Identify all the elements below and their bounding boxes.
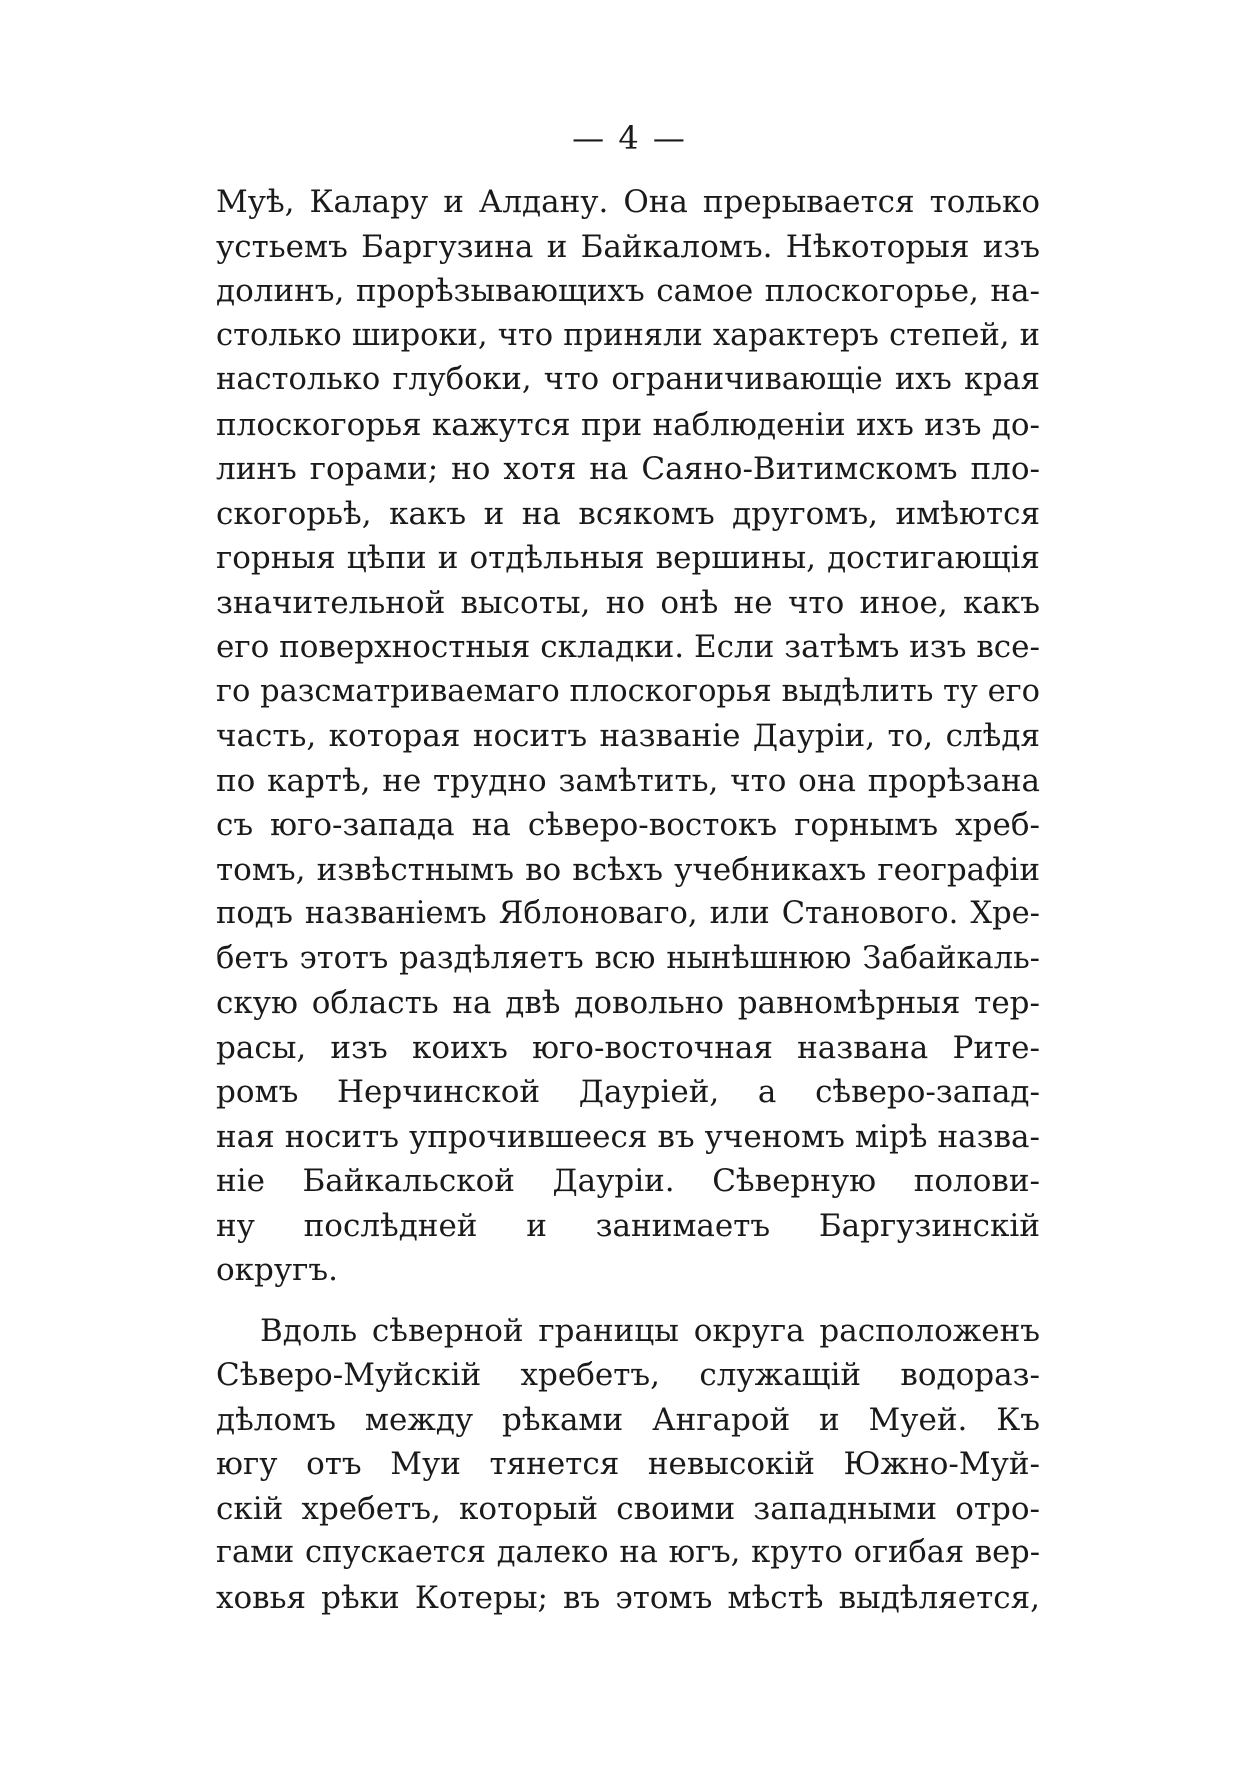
text-line: подъ названіемъ Яблоноваго, или Станового. Хре- — [216, 896, 1040, 931]
text-line: ну послѣдней и занимаетъ Баргузинскій — [216, 1207, 1040, 1244]
text-line: скогорьѣ, какъ и на всякомъ другомъ, имѣются — [216, 495, 1040, 532]
text-line: го разсматриваемаго плоскогорья выдѣлить ту его — [216, 673, 1040, 709]
text-line: горныя цѣпи и отдѣльныя вершины, достигающія — [216, 540, 1040, 576]
text-line: значительной высоты, но онѣ не что иное, какъ — [216, 584, 1040, 621]
page-number: — 4 — — [572, 119, 687, 157]
text-line: ніе Байкальской Дауріи. Сѣверную полови- — [216, 1163, 1040, 1199]
text-line: томъ, извѣстнымъ во всѣхъ учебникахъ географіи — [216, 851, 1040, 888]
text-line: ромъ Нерчинской Дауріей, а сѣверо-запад- — [216, 1074, 1040, 1110]
paragraph-1 — [216, 180, 1040, 1293]
text-line: скую область на двѣ довольно равномѣрныя тер- — [216, 985, 1040, 1021]
text-line: по картѣ, не трудно замѣтить, что она прорѣзана — [216, 762, 1040, 799]
text-line: ная носитъ упрочившееся въ ученомъ мірѣ назва- — [216, 1118, 1040, 1155]
text-line: округъ. — [216, 1252, 338, 1288]
text-line: съ юго-запада на сѣверо-востокъ горнымъ хреб- — [216, 807, 1040, 843]
paragraph-gap — [216, 1293, 1040, 1309]
text-line: столько широки, что приняли характеръ степей, и — [216, 317, 1040, 353]
text-line: ховья рѣки Котеры; въ этомъ мѣстѣ выдѣляется, — [216, 1579, 1040, 1616]
text-line: устьемъ Баргузина и Байкаломъ. Нѣкоторыя изъ — [216, 228, 1040, 265]
text-line: югу отъ Муи тянется невысокій Южно-Муй- — [216, 1446, 1040, 1482]
paragraph-2 — [216, 1309, 1040, 1621]
text-line: Сѣверо-Муйскій хребетъ, служащій водораз- — [216, 1357, 1040, 1393]
body-text — [216, 180, 1040, 1620]
text-line: часть, которая носитъ названіе Дауріи, то, слѣдя — [216, 718, 1040, 754]
text-line: гами спускается далеко на югъ, круто огибая вер- — [216, 1535, 1040, 1570]
text-line: долинъ, прорѣзывающихъ самое плоскогорье, на- — [216, 273, 1040, 309]
text-line: расы, изъ коихъ юго-восточная названа Рите- — [216, 1029, 1040, 1066]
text-line: линъ горами; но хотя на Саяно-Витимскомъ пло- — [216, 451, 1040, 487]
text-line: Вдоль сѣверной границы округа расположенъ — [260, 1312, 1040, 1349]
text-line: Муѣ, Калару и Алдану. Она прерывается только — [216, 184, 1040, 220]
text-line: плоскогорья кажутся при наблюденіи ихъ изъ до- — [216, 406, 1040, 443]
text-line: дѣломъ между рѣками Ангарой и Муей. Къ — [216, 1401, 1040, 1438]
text-line: скій хребетъ, который своими западными отро- — [216, 1490, 1040, 1527]
text-line: настолько глубоки, что ограничивающіе ихъ края — [216, 362, 1040, 397]
text-line: бетъ этотъ раздѣляетъ всю нынѣшнюю Забайкаль- — [216, 940, 1040, 976]
text-line: его поверхностныя складки. Если затѣмъ изъ все- — [216, 629, 1040, 665]
